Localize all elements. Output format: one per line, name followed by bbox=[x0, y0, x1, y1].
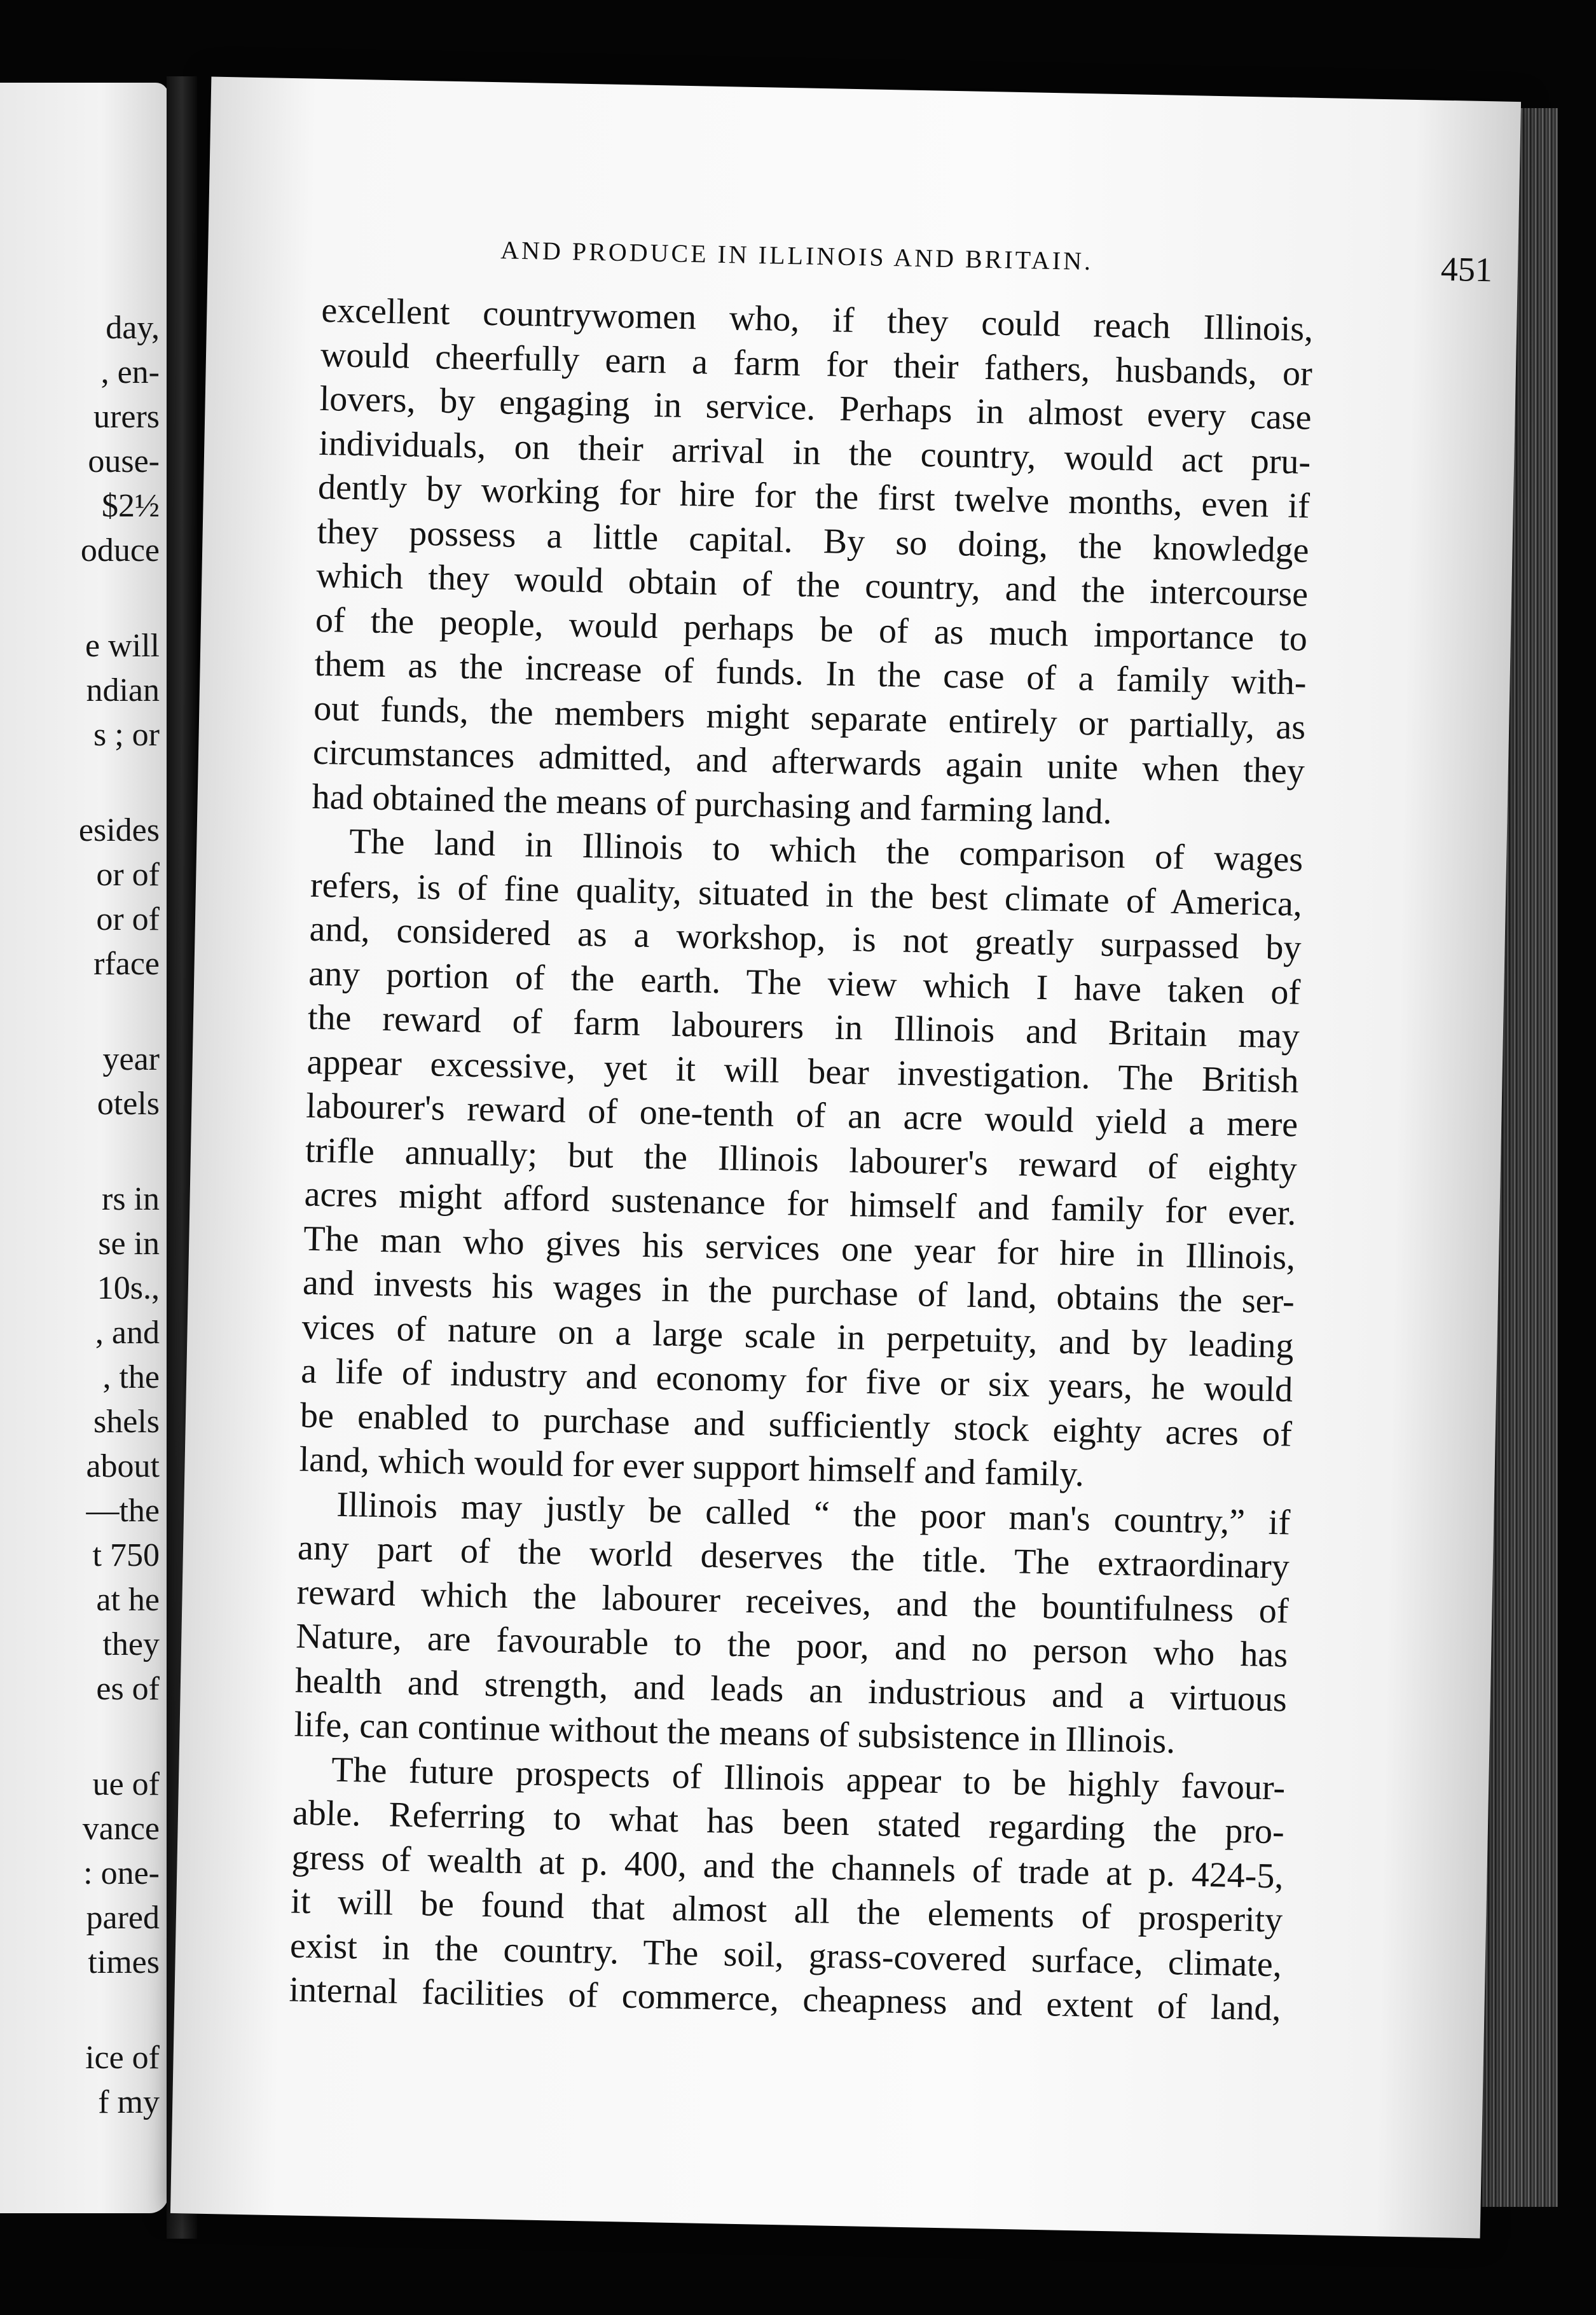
text-line: and, considered as a workshop, is not greatly surpassed by bbox=[309, 909, 1302, 968]
text-line: The future prospects of Illinois appear to be highly favour- bbox=[331, 1750, 1286, 1807]
left-page-fragment: —the bbox=[86, 1493, 160, 1529]
text-line: vices of nature on a large scale in perpetuity, and by leading bbox=[301, 1307, 1295, 1366]
previous-page-fragment bbox=[0, 83, 169, 2213]
left-page-fragment: or of bbox=[96, 901, 160, 937]
text-line: which they would obtain of the country, and the intercourse bbox=[315, 555, 1309, 614]
left-page-fragment: or of bbox=[96, 857, 160, 893]
text-line: had obtained the means of purchasing and farming land. bbox=[312, 777, 1113, 832]
left-page-fragment: vance bbox=[82, 1811, 160, 1847]
left-page-fragment: , and bbox=[95, 1315, 160, 1351]
left-page-fragment: esides bbox=[78, 812, 160, 848]
left-page-fragment: 10s., bbox=[97, 1270, 160, 1306]
text-line: land, which would for ever support himself and family. bbox=[299, 1439, 1085, 1495]
text-line: it will be found that almost all the elements of prosperity bbox=[290, 1881, 1283, 1940]
left-page-fragment: es of bbox=[96, 1671, 160, 1707]
text-line: The land in Illinois to which the comparison of wages bbox=[348, 821, 1304, 880]
left-page-fragment: otels bbox=[97, 1086, 160, 1122]
text-line: trifle annually; but the Illinois labourer's reward of eighty bbox=[305, 1130, 1298, 1189]
left-page-fragment: ice of bbox=[85, 2040, 160, 2076]
left-page-fragment: ndian bbox=[86, 672, 160, 708]
running-header bbox=[500, 235, 1493, 289]
left-page-fragment: times bbox=[88, 1944, 160, 1980]
text-line: individuals, on their arrival in the country, would act pru- bbox=[318, 423, 1311, 482]
text-line: them as the increase of funds. In the case of a family with- bbox=[314, 644, 1307, 703]
left-page-fragment: pared bbox=[86, 1900, 160, 1936]
left-page-fragment: t 750 bbox=[92, 1537, 160, 1573]
left-page-fragment: about bbox=[86, 1448, 160, 1484]
left-page-fragment: ue of bbox=[92, 1766, 160, 1802]
text-line: would cheerfully earn a farm for their fathers, husbands, or bbox=[320, 335, 1313, 394]
left-page-fragment: at he bbox=[96, 1582, 160, 1618]
text-line: and invests his wages in the purchase of land, obtains the ser- bbox=[302, 1262, 1295, 1322]
left-page-fragment: s ; or bbox=[93, 717, 160, 753]
text-line: any portion of the earth. The view which I have taken of bbox=[308, 953, 1301, 1012]
left-page-fragment: , en- bbox=[100, 354, 160, 390]
text-line: they possess a little capital. By so doing, the knowledge bbox=[317, 511, 1310, 570]
left-page-fragment: year bbox=[102, 1041, 160, 1077]
left-page-fragment: : one- bbox=[83, 1855, 160, 1891]
book-page bbox=[170, 77, 1521, 2239]
left-page-fragment: ouse- bbox=[88, 443, 160, 480]
page-body bbox=[289, 289, 1314, 2031]
text-line: health and strength, and leads an industrious and a virtuous bbox=[294, 1661, 1288, 1719]
text-line: appear excessive, yet it will bear investigation. The British bbox=[306, 1042, 1300, 1101]
text-line: circumstances admitted, and afterwards again unite when they bbox=[312, 732, 1305, 791]
text-line: exist in the country. The soil, grass-covered surface, climate, bbox=[289, 1925, 1283, 1984]
left-page-fragment: e will bbox=[85, 628, 160, 664]
text-line: Illinois may justly be called “ the poor man's country,” if bbox=[336, 1484, 1291, 1543]
text-line: reward which the labourer receives, and the bountifulness of bbox=[296, 1572, 1290, 1631]
text-line: a life of industry and economy for five or six years, he would bbox=[300, 1351, 1293, 1410]
text-line: acres might afford sustenance for himself and family for ever. bbox=[304, 1174, 1297, 1233]
text-line: the reward of farm labourers in Illinois and Britain may bbox=[307, 997, 1300, 1056]
text-line: out funds, the members might separate entirely or partially, as bbox=[313, 688, 1306, 747]
text-line: Nature, are favourable to the poor, and no person who has bbox=[295, 1616, 1288, 1675]
left-page-fragment: they bbox=[102, 1626, 160, 1662]
text-line: excellent countrywomen who, if they could reach Illinois, bbox=[320, 290, 1314, 349]
text-line: of the people, would perhaps be of as much importance to bbox=[315, 600, 1308, 659]
text-line: any part of the world deserves the title. The extraordinary bbox=[297, 1528, 1290, 1587]
left-page-fragment: shels bbox=[93, 1404, 160, 1440]
left-page-fragment: oduce bbox=[80, 532, 160, 569]
text-line: dently by working for hire for the first twelve months, even if bbox=[317, 467, 1311, 526]
text-line: labourer's reward of one-tenth of an acre would yield a mere bbox=[305, 1086, 1298, 1145]
left-page-fragment: , the bbox=[102, 1359, 160, 1395]
text-line: internal facilities of commerce, cheapness and extent of land, bbox=[289, 1970, 1282, 2029]
page-number: 451 bbox=[1440, 249, 1493, 289]
left-page-fragment: f my bbox=[98, 2084, 160, 2120]
left-page-fragment: $2½ bbox=[102, 488, 160, 524]
left-page-fragment: rface bbox=[93, 946, 160, 982]
text-line: be enabled to purchase and sufficiently stock eighty acres of bbox=[299, 1395, 1293, 1455]
left-page-fragment: rs in bbox=[102, 1181, 160, 1217]
running-title: AND PRODUCE IN ILLINOIS AND BRITAIN. bbox=[500, 235, 1094, 276]
text-line: refers, is of fine quality, situated in the best climate of America, bbox=[310, 865, 1303, 924]
left-page-fragment: urers bbox=[93, 399, 160, 435]
text-line: able. Referring to what has been stated regarding the pro- bbox=[292, 1793, 1285, 1852]
text-line: gress of wealth at p. 400, and the channels of trade at p. 424-5, bbox=[291, 1837, 1284, 1896]
text-line: life, can continue without the means of subsistence in Illinois. bbox=[294, 1704, 1176, 1762]
left-page-fragment: day, bbox=[106, 310, 160, 346]
text-line: lovers, by engaging in service. Perhaps in almost every case bbox=[319, 378, 1312, 438]
left-page-fragment: se in bbox=[98, 1226, 160, 1262]
text-line: The man who gives his services one year for hire in Illinois, bbox=[303, 1219, 1296, 1278]
